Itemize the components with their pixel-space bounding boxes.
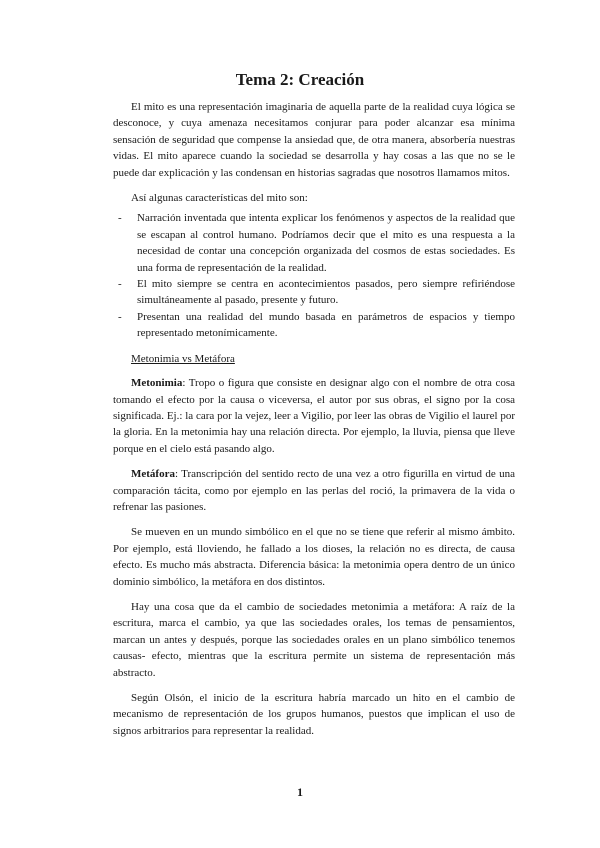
section-heading: Metonimia vs Metáfora <box>131 352 235 365</box>
body-text <box>113 99 515 739</box>
paragraph-metonimia <box>113 375 515 457</box>
paragraph-mito-definition: El mito es una representación imaginaria de aquella parte de la realidad cuya lógica se desconoce, y cuya amenaza necesitamos conjurar para poder alcanzar esa mínima sensación de seguridad que compense la ansiedad que, de otra manera, absorbería nuestras vidas. El mito aparece cuando la sociedad se desarrolla y hay cosas a las que no se le puede dar explicación y las condensan en historias sagradas que nosotros llamamos mitos. <box>113 101 515 179</box>
list-item: - El mito siempre se centra en acontecimientos pasados, pero siempre refiriéndose simultáneamente al pasado, presente y futuro. <box>113 276 515 309</box>
definition-metonimia: : Tropo o figura que consiste en designar algo con el nombre de otra cosa tomando el efecto por la causa o viceversa, el autor por sus obras, el signo por la cosa significada. Ej.: la cara por la vejez, leer a Vigilio, por leer las obras de Vigilio el laurel por la gloria. En la metonimia hay una relación directa. Por ejemplo, la lluvia, piensa que lleve porque en el cielo está pasando algo. <box>113 377 515 455</box>
page-number: 1 <box>297 785 303 799</box>
term-metonimia: Metonimia <box>131 377 183 390</box>
list-item: - Presentan una realidad del mundo basada en parámetros de espacios y tiempo representado metonímicamente. <box>113 309 515 342</box>
paragraph-simbolico: Se mueven en un mundo simbólico en el que no se tiene que referir al mismo ámbito. Por ejemplo, está lloviendo, he fallado a los dioses, la relación no es directa, de causa efecto. Es mucho más abstracta. Diferencia básica: la metonimia opera dentro de un único dominio simbólico, la metáfora en dos distintos. <box>113 526 515 588</box>
paragraph-metafora <box>113 466 515 515</box>
page-title: Tema 2: Creación <box>235 70 365 89</box>
paragraph-escritura: Hay una cosa que da el cambio de sociedades metonimia a metáfora: A raíz de la escritura, marca el cambio, ya que las sociedades orales, los temas de pensamientos, marcan un antes y después, porque las sociedades orales en un plano simbólico tenemos causas- efecto, mientras que la escritura permite un sistema de representación más abstracto. <box>113 600 515 679</box>
characteristics-list <box>113 210 515 341</box>
characteristics-intro: Así algunas características del mito son: <box>131 192 308 205</box>
term-metafora: Metáfora <box>131 468 175 481</box>
definition-metafora: : Transcripción del sentido recto de una vez a otro figurilla en virtud de una comparación tácita, como por ejemplo en las perlas del roció, la primavera de la vida o refrenar las pasiones. <box>113 468 515 513</box>
paragraph-olson: Según Olsón, el inicio de la escritura habría marcado un hito en el cambio de mecanismo de representación de los grupos humanos, puestos que implican el uso de signos arbitrarios para representar la realidad. <box>113 692 515 737</box>
list-item: - Narración inventada que intenta explicar los fenómenos y aspectos de la realidad que se escapan al control humano. Podríamos decir que el mito es una respuesta a la necesidad de contar una concepción organizada del cosmos de estas sociedades. Es una forma de representación de la realidad. <box>113 210 515 276</box>
